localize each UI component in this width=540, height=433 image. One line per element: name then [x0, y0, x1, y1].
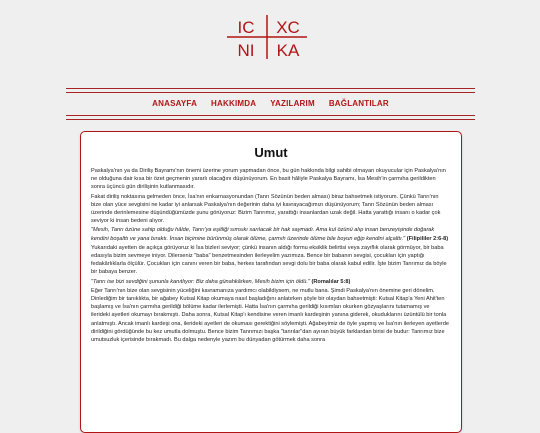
nav-divider-top	[66, 88, 475, 89]
logo-ni: NI	[237, 41, 255, 60]
nav-divider-top-inner	[66, 92, 475, 93]
article-paragraph: Yukarıdaki ayetten de açıkça görüyoruz ki İsa bizleri seviyor; çünkü insanın aldığı formu eksiklik belirtisi veya zayıflık olarak görmüyor, bir baba edasıyla bizim sevmeye iniyor. Dilerseniz "baba" benzetmesinden ilerleyelim yazımıza. Bence bir babanın sevgisi, çocukları için yaptığı fedakârlıklarla ölçülür. Çocukları için canını veren bir baba, herkes tarafından sevgi dolu bir baba olarak kabul edilir. İşte bizim Tanrımız da böyle bir babaya benzer.	[91, 244, 447, 276]
article-paragraph: Eğer Tanrı'nın bize olan sevgisinin yüceliğini kavramanıza yardımcı olabildiysem, ne mutlu bana. Şimdi Paskalya'nın önemine geri dönelim. Dinlediğim bir tanıklıkta, bir ağabey Kutsal Kitap okumaya nasıl başladığını anlatırken şöyle bir olaydan bahsetmişti: Kutsal Kitap'a Yeni Ahit'ten başlamış ve İsa'nın çarmıha gerildiği bölüme kadar ilerlemişti. Hatta İsa'nın çarmıha gerildiği kısımları okurken gözyaşlarını tutamamış ve ilerideki ayetleri okumayı bırakmıştı. Daha sonra, Kutsal Kitap'ı kendisine veren imanlı kardeşinin yanına giderek, okuduklarını üzüntülü bir tonla anlatmıştı. Ancak imanlı kardeşi ona, ilerideki ayetleri de okuması gerektiğini söylemişti. Ağabeyimiz de öyle yapmış ve İsa'nın ilerleyen ayetlerde dirildiğini gördüğünde bu kez umutla dolmuştu. Bence bizim Tanrımızı başka "tanrılar"dan ayıran büyük farklardan birisi de budur: Tanrımız bize umutsuzluk içerisinde bırakmadı. Bu dalga nedenyle yazım bu dünyadan götürmek daha sonra	[91, 287, 449, 344]
bible-quote	[91, 278, 449, 286]
quote-reference: (Romalılar 5:8)	[311, 278, 351, 285]
article-paragraph: Fakat diriliş noktasına gelmeden önce, İsa'nın enkarnasyonundan (Tanrı Sözünün beden alması) biraz bahsetmek istiyorum. Çünkü Tanrı'nın bize olan yüce sevgisini ne kadar iyi anlarsak Paskalya'nın değerinin daha iyi kavrayacağımızı düşünüyorum; Tanrı Sözünün beden alması üzerinde derinlemesine düşündüğümüzde şunu görüyoruz: Bizim Tanrımız, yarattığı insanlardan uzak değil. Hatta yarattığı insanı o kadar çok seviyor ki insan bedeni alıyor.	[91, 193, 441, 225]
main-nav	[66, 97, 475, 111]
nav-divider-bottom	[66, 119, 475, 120]
ic-xc-nika-cross-logo	[226, 14, 308, 60]
bible-quote	[91, 226, 449, 242]
nav-link-anasayfa[interactable]: ANASAYFA	[152, 99, 198, 108]
quote-reference: (Filipililer 2:6-8)	[406, 235, 449, 242]
logo-ic: IC	[237, 18, 255, 37]
article-body	[81, 167, 461, 344]
nav-divider-bottom-inner	[66, 115, 475, 116]
article-title: Umut	[254, 145, 288, 160]
nav-link-hakkimda[interactable]: HAKKIMDA	[211, 99, 257, 108]
article-paragraph: Paskalya'nın ya da Diriliş Bayramı'nın önemi üzerine yorum yapmadan önce, bu gün hakkında bilgi sahibi olmayan okuyucular için Paskalya'nın ne olduğuna dair kısa bir özet geçmenin yararlı olacağını düşünüyorum. En basit hâliyle Paskalya Bayramı, İsa Mesih'in çarmıha gerildikten sonra üçüncü gün dirilişinin kutlanmasıdır.	[91, 168, 446, 191]
article-card	[80, 131, 462, 433]
nav-link-yazilarim[interactable]: YAZILARIM	[270, 99, 315, 108]
logo-xc: XC	[276, 18, 300, 37]
quote-text: "Mesih, Tanrı özüne sahip olduğu hâlde, Tanrı'ya eşitliği sımsıkı sarılacak bir hak saymadı. Ama kul özünü alıp insan benzeyişinde doğarak kendini boşalttı ve yana bıraktı. İnsan biçimine bürünmüş olarak ölüme, çarmıh üzerinde ölüme bile boyun eğip kendini alçalttı."	[91, 227, 435, 242]
logo-ka: KA	[276, 41, 300, 60]
quote-text: "Tanrı ise bizi sevdiğini şununla kanıtlıyor: Biz daha günahkârken, Mesih bizim için öldü."	[91, 278, 310, 285]
nav-link-baglantilar[interactable]: BAĞLANTILAR	[328, 99, 389, 108]
